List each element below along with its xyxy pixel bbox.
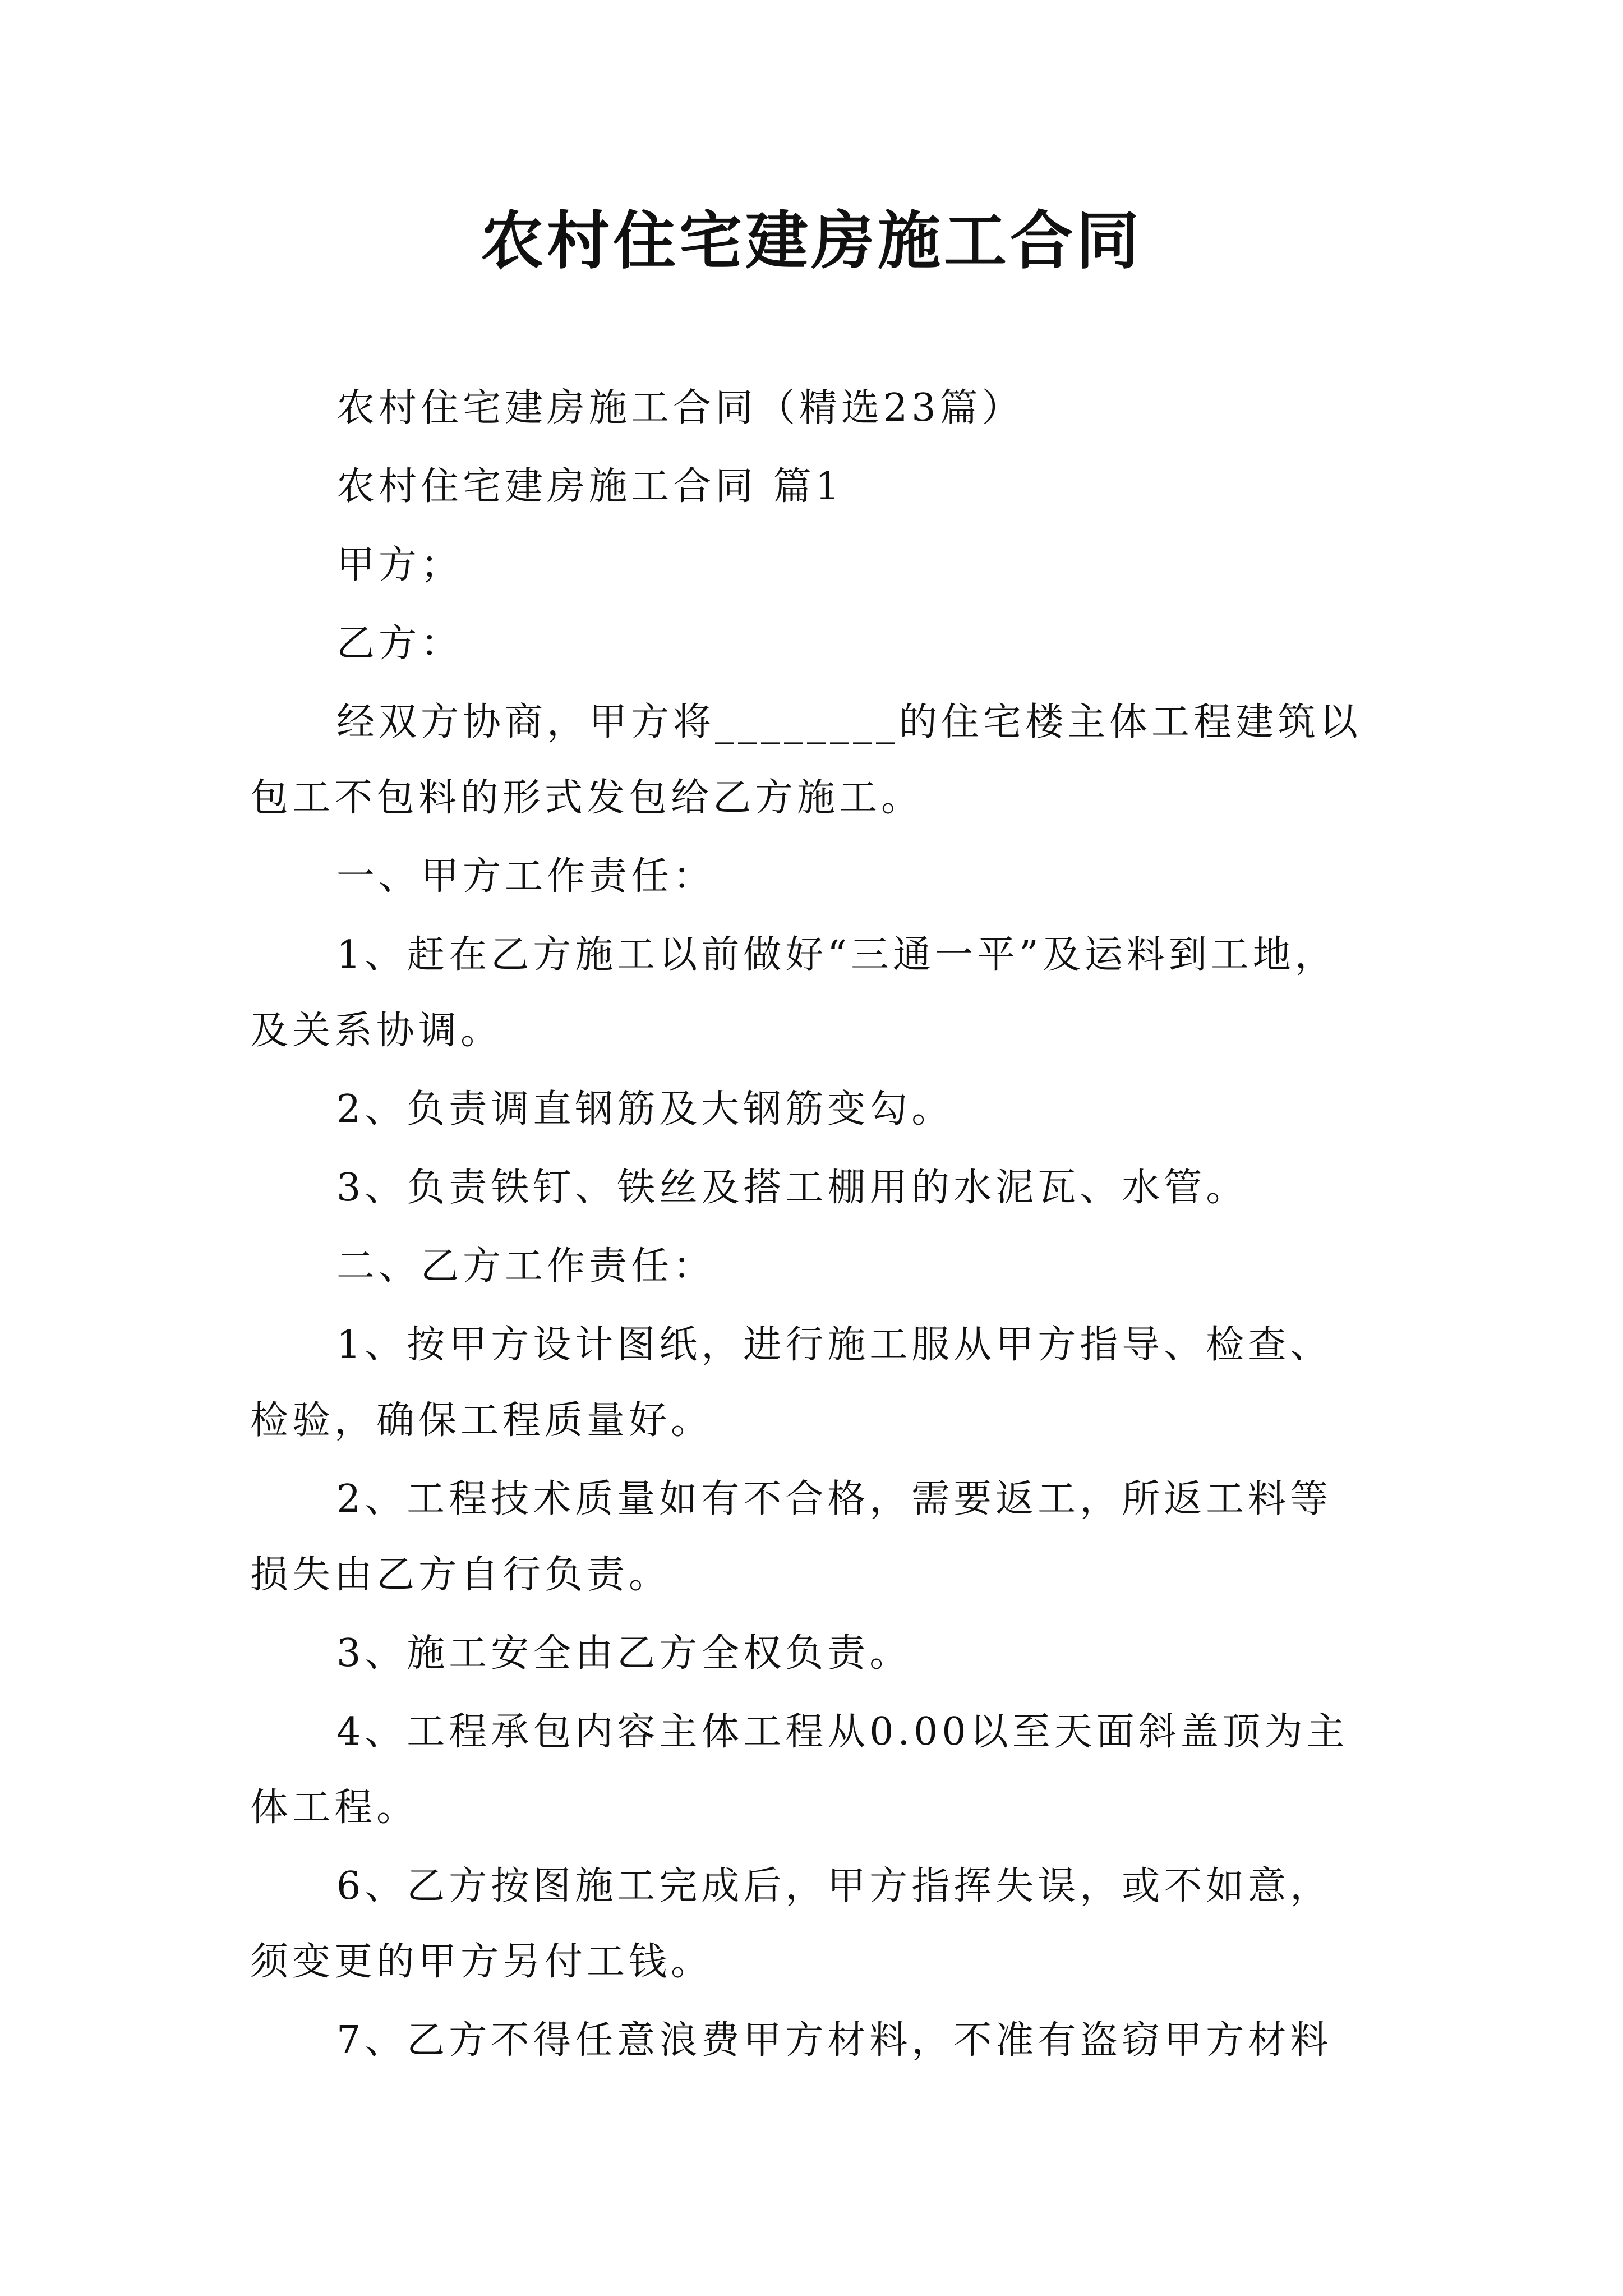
clause-heading: 二、乙方工作责任：: [336, 1244, 716, 1289]
clause-line: 及关系协调。: [250, 1009, 503, 1053]
clause-line: 2、工程技术质量如有不合格，需要返工，所返工料等: [336, 1477, 1332, 1521]
party-b-line: 乙方：: [336, 622, 463, 666]
clause-line: 3、施工安全由乙方全权负责。: [336, 1631, 912, 1676]
clause-heading: 一、甲方工作责任：: [336, 854, 716, 899]
clause-line: 须变更的甲方另付工钱。: [250, 1940, 713, 1984]
clause-line: 4、工程承包内容主体工程从0.00以至天面斜盖顶为主: [336, 1710, 1349, 1754]
clause-line: 1、赶在乙方施工以前做好“三通一平”及运料到工地，: [336, 933, 1337, 977]
section-heading: 农村住宅建房施工合同 篇1: [336, 464, 843, 509]
clause-line: 7、乙方不得任意浪费甲方材料，不准有盗窃甲方材料: [336, 2018, 1332, 2063]
paragraph-line: 经双方协商，甲方将________的住宅楼主体工程建筑以: [336, 700, 1362, 744]
clause-line: 1、按甲方设计图纸，进行施工服从甲方指导、检查、: [336, 1323, 1332, 1367]
clause-line: 2、负责调直钢筋及大钢筋变勾。: [336, 1087, 954, 1131]
paragraph-line: 包工不包料的形式发包给乙方施工。: [250, 776, 924, 820]
clause-line: 3、负责铁钉、铁丝及搭工棚用的水泥瓦、水管。: [336, 1166, 1248, 1210]
clause-line: 检验，确保工程质量好。: [250, 1398, 713, 1443]
clause-line: 损失由乙方自行负责。: [250, 1553, 671, 1597]
clause-line: 6、乙方按图施工完成后，甲方指挥失误，或不如意，: [336, 1864, 1332, 1908]
clause-line: 体工程。: [250, 1786, 419, 1830]
document-title: 农村住宅建房施工合同: [481, 205, 1142, 278]
party-a-line: 甲方；: [336, 543, 463, 587]
subtitle-line: 农村住宅建房施工合同（精选23篇）: [336, 386, 1024, 430]
